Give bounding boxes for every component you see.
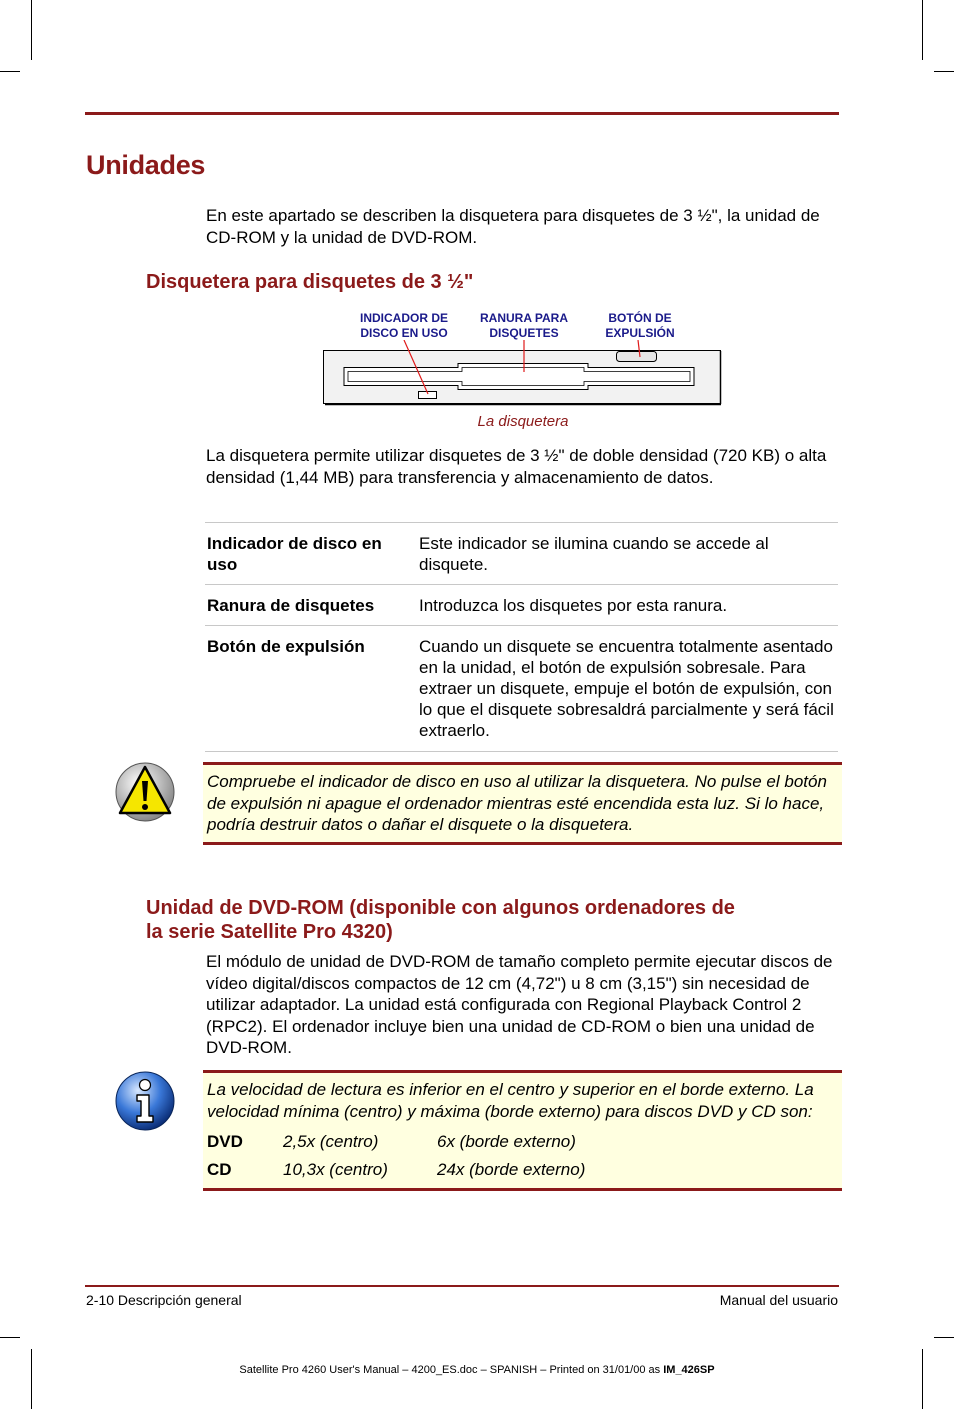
definition-desc: Introduzca los disquetes por esta ranura.: [409, 585, 838, 626]
bottom-rule: [85, 1285, 839, 1287]
crop-mark: [31, 0, 32, 60]
speed-media: CD: [207, 1160, 232, 1179]
figure-label-eject: [590, 311, 690, 341]
warning-text: Compruebe el indicador de disco en uso al utilizar la disquetera. No pulse el botón de expulsión ni apague el ordenador mientras esté encendida esta luz. Si lo hace, podría destruir datos o dañar el disquete o la disquetera.: [207, 772, 827, 834]
crop-mark: [0, 71, 20, 72]
print-info: [0, 1364, 954, 1376]
info-note: [203, 1070, 842, 1191]
crop-mark: [922, 1349, 923, 1409]
floppy-drive-illustration: [322, 340, 724, 408]
page-title: Unidades: [86, 150, 206, 180]
figure-label-text: DISCO EN USO: [360, 326, 448, 340]
top-rule: [85, 112, 839, 115]
table-row: [205, 523, 838, 585]
figure-label-text: INDICADOR DE: [359, 311, 448, 325]
footer-right: Manual del usuario: [719, 1292, 838, 1308]
speed-max: 6x (borde externo): [437, 1132, 576, 1151]
print-info-text: Satellite Pro 4260 User's Manual – 4200_ES.doc – SPANISH – Printed on 31/01/00 as: [239, 1364, 661, 1376]
figure-label-text: BOTÓN DE: [608, 311, 672, 325]
figure-label-text: RANURA PARA: [480, 311, 568, 325]
dvd-heading-line: la serie Satellite Pro 4320): [146, 921, 393, 943]
dvd-body-paragraph: El módulo de unidad de DVD-ROM de tamaño completo permite ejecutar discos de vídeo digital/discos compactos de 12 cm (4,72") u 8 cm (3,15") sin necesidad de utilizar adaptador. La unidad está configurada con Regional Playback Control 2 (RPC2). El ordenador incluye bien una unidad de CD-ROM o bien una unidad de DVD-ROM.: [206, 952, 833, 1057]
warning-icon: [114, 761, 176, 823]
figure-label-text: DISQUETES: [489, 326, 559, 340]
warning-note: [203, 762, 842, 845]
crop-mark: [0, 1337, 20, 1338]
table-row: [205, 626, 838, 752]
print-code: IM_426SP: [663, 1364, 715, 1376]
intro-paragraph: En este apartado se describen la disquetera para disquetes de 3 ½", la unidad de CD-ROM y la unidad de DVD-ROM.: [206, 206, 820, 247]
table-row: [205, 585, 838, 626]
floppy-body-paragraph: La disquetera permite utilizar disquetes de 3 ½" de doble densidad (720 KB) o alta densidad (1,44 MB) para transferencia y almacenamiento de datos.: [206, 446, 827, 487]
footer-left: 2-10 Descripción general: [86, 1292, 242, 1308]
dvd-heading: [146, 896, 735, 944]
crop-mark: [934, 1337, 954, 1338]
speed-min: 2,5x (centro): [283, 1132, 379, 1151]
info-icon: [114, 1070, 176, 1132]
speed-min: 10,3x (centro): [283, 1160, 388, 1179]
definition-desc: Cuando un disquete se encuentra totalmente asentado en la unidad, el botón de expulsión sobresale. Para extraer un disquete, empuje el botón de expulsión, con lo que el disquete sobresaldrá parcialmente y será fácil extraerlo.: [409, 626, 838, 752]
speed-row: [207, 1128, 838, 1156]
crop-mark: [922, 0, 923, 60]
figure-label-slot: [468, 311, 580, 341]
floppy-heading: Disquetera para disquetes de 3 ½": [146, 271, 474, 293]
figure-label-indicator: [350, 311, 458, 341]
figure-caption: La disquetera: [477, 413, 569, 430]
definition-table: [205, 522, 838, 752]
figure-label-text: EXPULSIÓN: [605, 326, 675, 340]
definition-desc: Este indicador se ilumina cuando se accede al disquete.: [409, 523, 838, 585]
speed-table: [203, 1128, 842, 1188]
definition-term: Indicador de disco en uso: [205, 523, 409, 585]
crop-mark: [31, 1349, 32, 1409]
dvd-heading-line: Unidad de DVD-ROM (disponible con algunos ordenadores de: [146, 897, 735, 919]
info-text: La velocidad de lectura es inferior en el centro y superior en el borde externo. La velocidad mínima (centro) y máxima (borde externo) para discos DVD y CD son:: [207, 1080, 814, 1121]
speed-row: [207, 1156, 838, 1184]
speed-max: 24x (borde externo): [437, 1160, 586, 1179]
speed-media: DVD: [207, 1132, 243, 1151]
definition-term: Botón de expulsión: [205, 626, 409, 752]
crop-mark: [934, 71, 954, 72]
definition-term: Ranura de disquetes: [205, 585, 409, 626]
